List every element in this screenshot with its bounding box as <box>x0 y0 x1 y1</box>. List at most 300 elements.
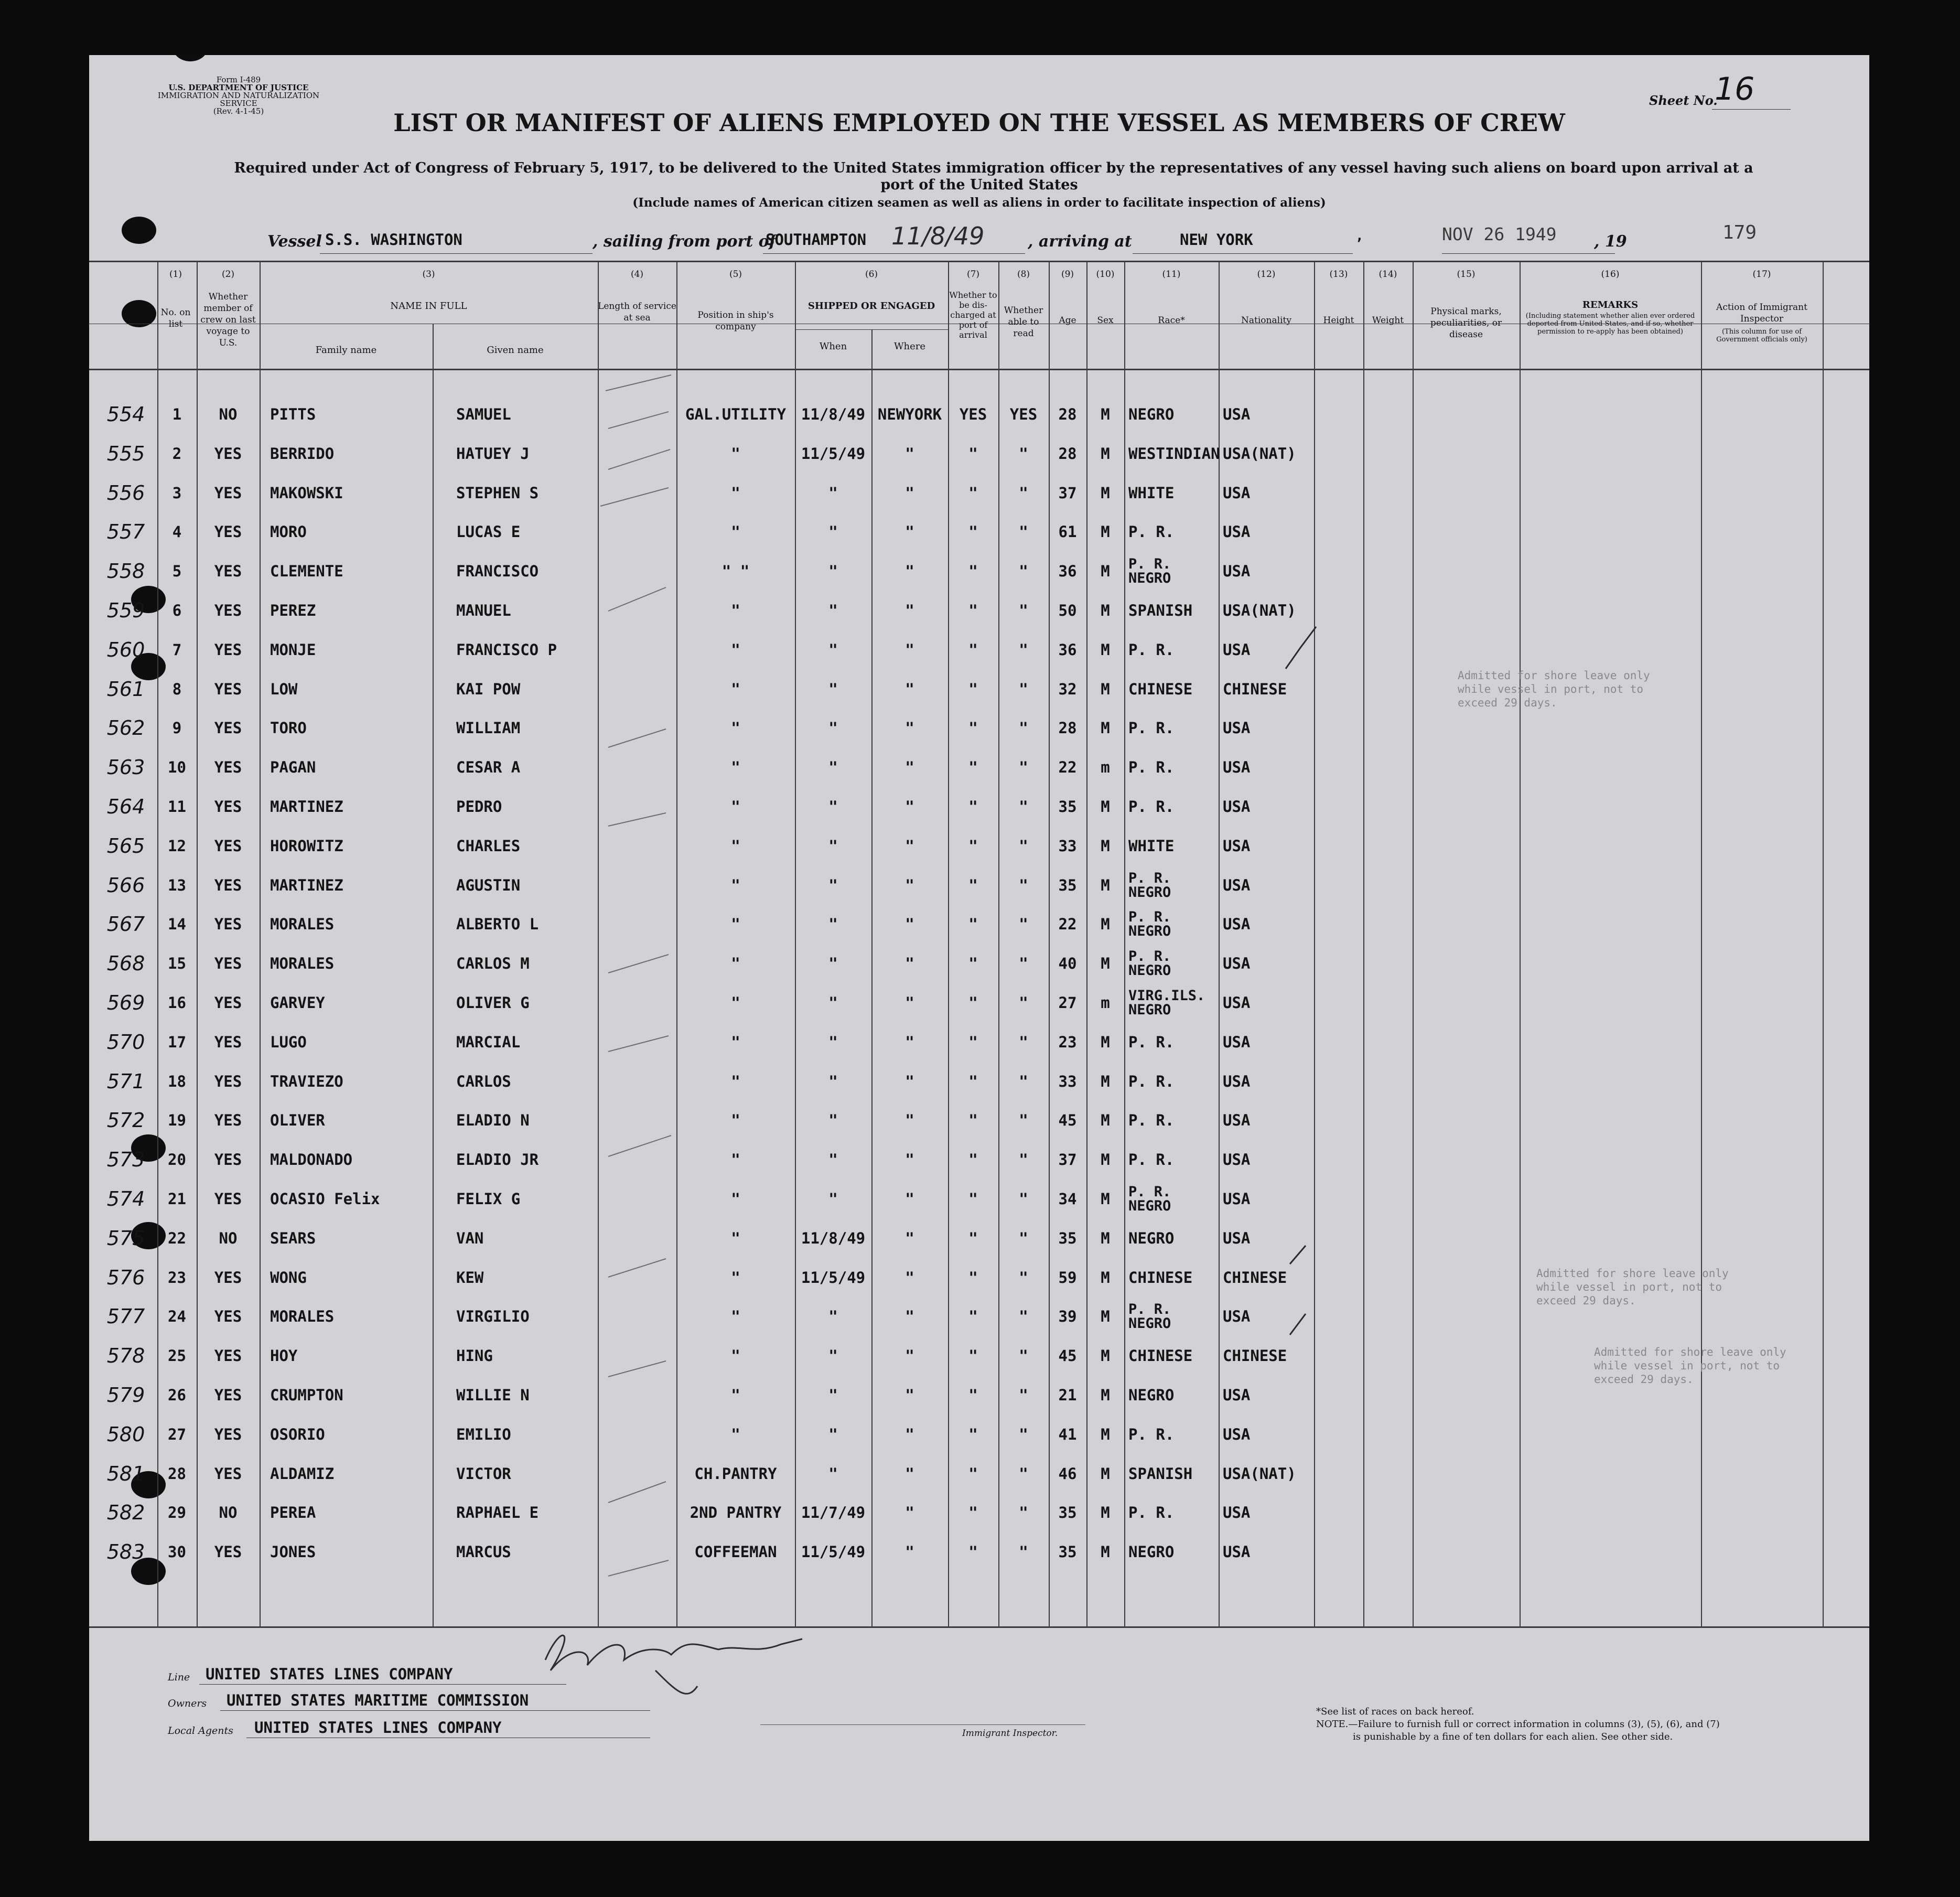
sequence-number: 577 <box>106 1305 145 1328</box>
row-no-cell: 27 <box>168 1426 186 1443</box>
able-read-cell: " <box>1019 1229 1028 1247</box>
nationality-cell: USA <box>1223 1504 1251 1521</box>
discharged-cell: " <box>968 798 978 816</box>
position-cell: " <box>731 1347 740 1365</box>
family-name-cell: CLEMENTE <box>270 562 343 580</box>
race-line2: NEGRO <box>1128 884 1171 901</box>
race-cell: P. R. <box>1128 1504 1175 1521</box>
subtitle-line1: Required under Act of Congress of February 5, 1917, to be delivered to the United States immigration officer by the representatives of any vessel having such aliens on board upon arrival at a <box>234 160 1753 176</box>
remark-stamp: Admitted for shore leave only while vessel in port, not to exceed 29 days. <box>1458 669 1650 709</box>
shipped-where-cell: " <box>905 1347 914 1365</box>
shipped-where-cell: " <box>905 1190 914 1208</box>
family-name-cell: MORALES <box>270 915 335 933</box>
shipped-when-cell: " <box>828 837 838 855</box>
hdr-age: Age <box>1059 315 1076 326</box>
hdr-name-in-full: NAME IN FULL <box>390 301 467 312</box>
row-no-cell: 20 <box>168 1151 186 1169</box>
comma: , <box>1355 228 1364 244</box>
shipped-where-cell: " <box>905 1426 914 1443</box>
able-read-cell: " <box>1019 1190 1028 1208</box>
row-no-cell: 26 <box>168 1386 186 1404</box>
col-num-8: (8) <box>1017 269 1030 280</box>
age-cell: 21 <box>1058 1386 1077 1404</box>
shipped-where-cell: " <box>905 1111 914 1129</box>
sex-cell: M <box>1101 602 1110 619</box>
age-cell: 22 <box>1058 758 1077 776</box>
shipped-when-cell: " <box>828 1151 838 1169</box>
age-cell: 46 <box>1058 1465 1077 1483</box>
given-name-cell: KAI POW <box>456 680 521 698</box>
hdr-sex: Sex <box>1097 315 1114 326</box>
race-cell: NEGRO <box>1128 1386 1175 1404</box>
sequence-number: 562 <box>106 716 145 739</box>
family-name-cell: PAGAN <box>270 758 316 776</box>
last-voyage-cell: YES <box>214 641 242 659</box>
race-line2: NEGRO <box>1128 962 1171 979</box>
nationality-cell: USA <box>1223 1033 1251 1051</box>
arrival-port: NEW YORK <box>1180 231 1253 249</box>
given-name-cell: VIRGILIO <box>456 1307 530 1325</box>
age-cell: 35 <box>1058 1229 1077 1247</box>
given-name-cell: HING <box>456 1347 493 1365</box>
sequence-number: 564 <box>106 795 145 818</box>
able-read-cell: " <box>1019 523 1028 541</box>
family-name-cell: MORALES <box>270 1307 335 1325</box>
family-name-cell: TORO <box>270 719 307 737</box>
given-name-cell: FRANCISCO <box>456 562 539 580</box>
shipped-where-cell: " <box>905 837 914 855</box>
col-num-5: (5) <box>729 269 742 280</box>
race-cell: P. R. <box>1128 641 1175 659</box>
last-voyage-cell: YES <box>214 915 242 933</box>
sex-cell: M <box>1101 1504 1110 1521</box>
shipped-where-cell: " <box>905 876 914 894</box>
race-cell: P. R. <box>1128 798 1175 816</box>
shipped-where-cell: " <box>905 758 914 776</box>
departure-port: SOUTHAMPTON <box>766 231 867 249</box>
footer-owners-label: Owners <box>168 1698 207 1709</box>
row-no-cell: 1 <box>172 405 182 423</box>
year-label: , 19 <box>1594 232 1627 251</box>
sex-cell: M <box>1101 680 1110 698</box>
race-line1: P. R. <box>1128 1301 1171 1317</box>
race-cell: SPANISH <box>1128 602 1193 619</box>
race-line1: P. R. <box>1128 948 1171 964</box>
shipped-when-cell: " <box>828 602 838 619</box>
nationality-cell: CHINESE <box>1223 1269 1287 1287</box>
position-cell: " <box>731 915 740 933</box>
able-read-cell: " <box>1019 1307 1028 1325</box>
footer-owners-value: UNITED STATES MARITIME COMMISSION <box>227 1691 529 1709</box>
discharged-cell: " <box>968 1073 978 1090</box>
given-name-cell: CARLOS <box>456 1073 511 1090</box>
col-num-1: (1) <box>169 269 182 280</box>
sheet-number: 16 <box>1715 71 1755 108</box>
discharged-cell: " <box>968 1307 978 1325</box>
able-read-cell: " <box>1019 484 1028 502</box>
shipped-when-cell: " <box>828 1033 838 1051</box>
shipped-where-cell: " <box>905 1269 914 1287</box>
given-name-cell: VAN <box>456 1229 484 1247</box>
age-cell: 39 <box>1058 1307 1077 1325</box>
sex-cell: M <box>1101 955 1110 972</box>
family-name-cell: BERRIDO <box>270 445 335 463</box>
sex-cell: M <box>1101 523 1110 541</box>
discharged-cell: " <box>968 1151 978 1169</box>
sequence-number: 558 <box>106 560 145 583</box>
row-no-cell: 28 <box>168 1465 186 1483</box>
discharged-cell: " <box>968 1269 978 1287</box>
footer-line-underline <box>199 1684 566 1685</box>
sex-cell: M <box>1101 1229 1110 1247</box>
last-voyage-cell: YES <box>214 1307 242 1325</box>
hdr-where: Where <box>893 341 925 352</box>
position-cell: " <box>731 602 740 619</box>
age-cell: 36 <box>1058 641 1077 659</box>
page-title: LIST OR MANIFEST OF ALIENS EMPLOYED ON THE VESSEL AS MEMBERS OF CREW <box>393 109 1565 137</box>
age-cell: 36 <box>1058 562 1077 580</box>
last-voyage-cell: YES <box>214 484 242 502</box>
age-cell: 28 <box>1058 445 1077 463</box>
col-num-13: (13) <box>1329 269 1348 280</box>
nationality-cell: USA(NAT) <box>1223 445 1296 463</box>
sex-cell: M <box>1101 641 1110 659</box>
nationality-cell: USA <box>1223 758 1251 776</box>
shipped-when-cell: " <box>828 680 838 698</box>
nationality-checkmarks <box>1286 627 1316 1335</box>
family-name-cell: MONJE <box>270 641 316 659</box>
shipped-when-cell: " <box>828 955 838 972</box>
sequence-number: 554 <box>106 403 145 426</box>
hdr-position: Position in ship's company <box>697 310 774 332</box>
age-cell: 27 <box>1058 994 1077 1012</box>
able-read-cell: " <box>1019 837 1028 855</box>
able-read-cell: " <box>1019 680 1028 698</box>
sex-cell: M <box>1101 1151 1110 1169</box>
age-cell: 22 <box>1058 915 1077 933</box>
sex-cell: M <box>1101 1269 1110 1287</box>
row-no-cell: 24 <box>168 1307 186 1325</box>
discharged-cell: " <box>968 915 978 933</box>
discharged-cell: " <box>968 602 978 619</box>
position-cell: " <box>731 1426 740 1443</box>
age-cell: 23 <box>1058 1033 1077 1051</box>
departure-date-handwritten: 11/8/49 <box>891 222 985 250</box>
shipped-where-cell: " <box>905 915 914 933</box>
sequence-number: 583 <box>106 1540 145 1563</box>
able-read-cell: " <box>1019 1347 1028 1365</box>
age-cell: 35 <box>1058 876 1077 894</box>
sequence-number: 569 <box>106 991 145 1014</box>
footer-owners-underline <box>220 1710 650 1711</box>
discharged-cell: " <box>968 1190 978 1208</box>
arrival-date-stamp: NOV 26 1949 <box>1442 224 1557 244</box>
sex-cell: m <box>1101 758 1110 776</box>
family-name-cell: ALDAMIZ <box>270 1465 335 1483</box>
given-name-cell: MARCUS <box>456 1543 511 1561</box>
race-line2: NEGRO <box>1128 570 1171 586</box>
sequence-number: 567 <box>106 913 145 936</box>
race-cell: NEGRO <box>1128 1229 1175 1247</box>
row-no-cell: 18 <box>168 1073 186 1090</box>
last-voyage-cell: YES <box>214 1543 242 1561</box>
sex-cell: M <box>1101 1190 1110 1208</box>
row-no-cell: 16 <box>168 994 186 1012</box>
last-voyage-cell: YES <box>214 1111 242 1129</box>
row-no-cell: 15 <box>168 955 186 972</box>
race-cell: CHINESE <box>1128 1269 1193 1287</box>
age-cell: 41 <box>1058 1426 1077 1443</box>
sequence-number: 575 <box>106 1227 145 1250</box>
able-read-cell: " <box>1019 445 1028 463</box>
hdr-no-on-list: No. on list <box>160 307 191 329</box>
shipped-where-cell: " <box>905 445 914 463</box>
race-line1: P. R. <box>1128 556 1171 572</box>
last-voyage-cell: NO <box>219 1504 238 1521</box>
shipped-where-cell: " <box>905 1465 914 1483</box>
last-voyage-cell: YES <box>214 1386 242 1404</box>
sequence-number: 579 <box>106 1384 145 1407</box>
discharged-cell: " <box>968 1426 978 1443</box>
hdr-race: Race* <box>1158 315 1185 326</box>
race-cell: NEGRO <box>1128 1543 1175 1561</box>
footer-note-failure: NOTE.—Failure to furnish full or correct information in columns (3), (5), (6), and (7) <box>1316 1719 1720 1730</box>
sequence-number: 574 <box>106 1187 145 1210</box>
given-name-cell: MARCIAL <box>456 1033 521 1051</box>
col-num-9: (9) <box>1061 269 1074 280</box>
family-name-cell: SEARS <box>270 1229 316 1247</box>
nationality-cell: USA <box>1223 523 1251 541</box>
sex-cell: M <box>1101 798 1110 816</box>
nationality-cell: USA <box>1223 837 1251 855</box>
family-name-cell: OSORIO <box>270 1426 325 1443</box>
sequence-number: 556 <box>106 481 145 505</box>
given-name-cell: FELIX G <box>456 1190 521 1208</box>
race-cell: P. R. <box>1128 758 1175 776</box>
last-voyage-cell: YES <box>214 602 242 619</box>
family-name-cell: MALDONADO <box>270 1151 353 1169</box>
last-voyage-cell: YES <box>214 1033 242 1051</box>
able-read-cell: " <box>1019 876 1028 894</box>
last-voyage-cell: YES <box>214 680 242 698</box>
sex-cell: M <box>1101 1307 1110 1325</box>
last-voyage-cell: YES <box>214 445 242 463</box>
inspector-signature-line <box>760 1724 1085 1725</box>
service-checkmarks <box>600 375 671 1576</box>
given-name-cell: WILLIAM <box>456 719 521 737</box>
family-name-cell: PITTS <box>270 405 316 423</box>
discharged-cell: " <box>968 1465 978 1483</box>
given-name-cell: PEDRO <box>456 798 502 816</box>
sex-cell: m <box>1101 994 1110 1012</box>
shipped-when-cell: " <box>828 1465 838 1483</box>
row-no-cell: 8 <box>172 680 182 698</box>
age-cell: 50 <box>1058 602 1077 619</box>
footer-inspector-label: Immigrant Inspector. <box>962 1728 1058 1739</box>
stamp-number: 179 <box>1722 222 1757 243</box>
shipped-when-cell: " <box>828 484 838 502</box>
form-revision: (Rev. 4-1-45) <box>213 106 264 116</box>
given-name-cell: AGUSTIN <box>456 876 521 894</box>
col-num-16: (16) <box>1601 269 1620 280</box>
footer-note-races: *See list of races on back hereof. <box>1316 1706 1474 1717</box>
hdr-action: Action of Immigrant Inspector <box>1716 302 1807 324</box>
shipped-when-cell: " <box>828 1190 838 1208</box>
col-num-10: (10) <box>1096 269 1115 280</box>
discharged-cell: " <box>968 445 978 463</box>
race-cell: P. R. <box>1128 1151 1175 1169</box>
position-cell: CH.PANTRY <box>694 1465 777 1483</box>
able-read-cell: " <box>1019 1504 1028 1521</box>
shipped-when-cell: " <box>828 758 838 776</box>
last-voyage-cell: NO <box>219 1229 238 1247</box>
shipped-when-cell: " <box>828 719 838 737</box>
able-read-cell: " <box>1019 602 1028 619</box>
given-name-cell: WILLIE N <box>456 1386 530 1404</box>
sex-cell: M <box>1101 562 1110 580</box>
given-name-cell: KEW <box>456 1269 484 1287</box>
vessel-label: Vessel <box>267 232 322 251</box>
position-cell: " " <box>721 562 750 580</box>
last-voyage-cell: NO <box>219 405 238 423</box>
shipped-when-cell: " <box>828 641 838 659</box>
last-voyage-cell: YES <box>214 1465 242 1483</box>
handwritten-marks <box>89 55 1869 1841</box>
col-num-14: (14) <box>1379 269 1397 280</box>
remark-stamp: Admitted for shore leave only while vessel in port, not to exceed 29 days. <box>1536 1267 1729 1307</box>
last-voyage-cell: YES <box>214 1190 242 1208</box>
hdr-height: Height <box>1323 315 1354 326</box>
race-line1: P. R. <box>1128 1184 1171 1200</box>
sequence-number: 555 <box>106 442 145 465</box>
discharged-cell: " <box>968 837 978 855</box>
age-cell: 35 <box>1058 1543 1077 1561</box>
sequence-number: 560 <box>106 638 145 661</box>
able-read-cell: " <box>1019 1426 1028 1443</box>
row-no-cell: 7 <box>172 641 182 659</box>
shipped-where-cell: " <box>905 1543 914 1561</box>
age-cell: 28 <box>1058 405 1077 423</box>
shipped-where-cell: NEWYORK <box>877 405 942 423</box>
row-no-cell: 9 <box>172 719 182 737</box>
position-cell: " <box>731 837 740 855</box>
position-cell: " <box>731 680 740 698</box>
hdr-family-name: Family name <box>315 345 377 356</box>
family-name-cell: HOY <box>270 1347 298 1365</box>
discharged-cell: " <box>968 1386 978 1404</box>
last-voyage-cell: YES <box>214 798 242 816</box>
discharged-cell: " <box>968 680 978 698</box>
age-cell: 28 <box>1058 719 1077 737</box>
shipped-where-cell: " <box>905 602 914 619</box>
position-cell: " <box>731 876 740 894</box>
given-name-cell: VICTOR <box>456 1465 511 1483</box>
age-cell: 35 <box>1058 1504 1077 1521</box>
sex-cell: M <box>1101 1033 1110 1051</box>
discharged-cell: " <box>968 523 978 541</box>
able-read-cell: YES <box>1009 405 1038 423</box>
sex-cell: M <box>1101 1073 1110 1090</box>
shipped-where-cell: " <box>905 562 914 580</box>
hdr-weight: Weight <box>1372 315 1404 326</box>
nationality-cell: USA <box>1223 915 1251 933</box>
nationality-cell: USA <box>1223 1111 1251 1129</box>
race-cell: P. R. <box>1128 1033 1175 1051</box>
row-no-cell: 13 <box>168 876 186 894</box>
col-num-15: (15) <box>1457 269 1476 280</box>
family-name-cell: MARTINEZ <box>270 876 343 894</box>
last-voyage-cell: YES <box>214 562 242 580</box>
position-cell: " <box>731 994 740 1012</box>
sequence-number: 578 <box>106 1344 145 1367</box>
last-voyage-cell: YES <box>214 1269 242 1287</box>
able-read-cell: " <box>1019 955 1028 972</box>
hdr-remarks-note: (Including statement whether alien ever ordered deported from United States, and if so, whether permission to re-apply has been obtained) <box>1525 312 1695 336</box>
sex-cell: M <box>1101 876 1110 894</box>
hdr-shipped: SHIPPED OR ENGAGED <box>807 301 935 312</box>
manifest-sheet <box>89 55 1869 1841</box>
family-name-cell: CRUMPTON <box>270 1386 343 1404</box>
col-num-6: (6) <box>865 269 878 280</box>
position-cell: " <box>731 641 740 659</box>
row-no-cell: 10 <box>168 758 186 776</box>
shipped-where-cell: " <box>905 994 914 1012</box>
sequence-number: 571 <box>106 1070 145 1093</box>
family-name-cell: GARVEY <box>270 994 325 1012</box>
sequence-number: 580 <box>106 1423 145 1446</box>
sequence-number: 582 <box>106 1501 145 1524</box>
position-cell: " <box>731 1190 740 1208</box>
col-num-17: (17) <box>1752 269 1771 280</box>
sheet-label: Sheet No. <box>1649 93 1718 108</box>
race-cell: WHITE <box>1128 484 1175 502</box>
discharged-cell: " <box>968 758 978 776</box>
age-cell: 34 <box>1058 1190 1077 1208</box>
sequence-number: 572 <box>106 1109 145 1132</box>
age-cell: 45 <box>1058 1111 1077 1129</box>
family-name-cell: MORO <box>270 523 307 541</box>
nationality-cell: USA <box>1223 1229 1251 1247</box>
row-no-cell: 17 <box>168 1033 186 1051</box>
col-num-3: (3) <box>422 269 435 280</box>
footer-agents-label: Local Agents <box>168 1725 233 1737</box>
sex-cell: M <box>1101 1386 1110 1404</box>
discharged-cell: " <box>968 562 978 580</box>
family-name-cell: MAKOWSKI <box>270 484 343 502</box>
able-read-cell: " <box>1019 1073 1028 1090</box>
position-cell: " <box>731 719 740 737</box>
given-name-cell: FRANCISCO P <box>456 641 557 659</box>
hdr-when: When <box>819 341 847 352</box>
hdr-given-name: Given name <box>487 345 544 356</box>
position-cell: " <box>731 445 740 463</box>
row-no-cell: 5 <box>172 562 182 580</box>
row-no-cell: 22 <box>168 1229 186 1247</box>
sequence-number: 561 <box>106 678 145 701</box>
given-name-cell: MANUEL <box>456 602 511 619</box>
shipped-where-cell: " <box>905 1229 914 1247</box>
position-cell: " <box>731 955 740 972</box>
given-name-cell: OLIVER G <box>456 994 530 1012</box>
nationality-cell: USA <box>1223 1386 1251 1404</box>
shipped-where-cell: " <box>905 1151 914 1169</box>
discharged-cell: " <box>968 1229 978 1247</box>
given-name-cell: ELADIO N <box>456 1111 530 1129</box>
nationality-cell: USA <box>1223 1426 1251 1443</box>
shipped-where-cell: " <box>905 1386 914 1404</box>
shipped-when-cell: " <box>828 1307 838 1325</box>
shipped-when-cell: 11/8/49 <box>801 405 866 423</box>
